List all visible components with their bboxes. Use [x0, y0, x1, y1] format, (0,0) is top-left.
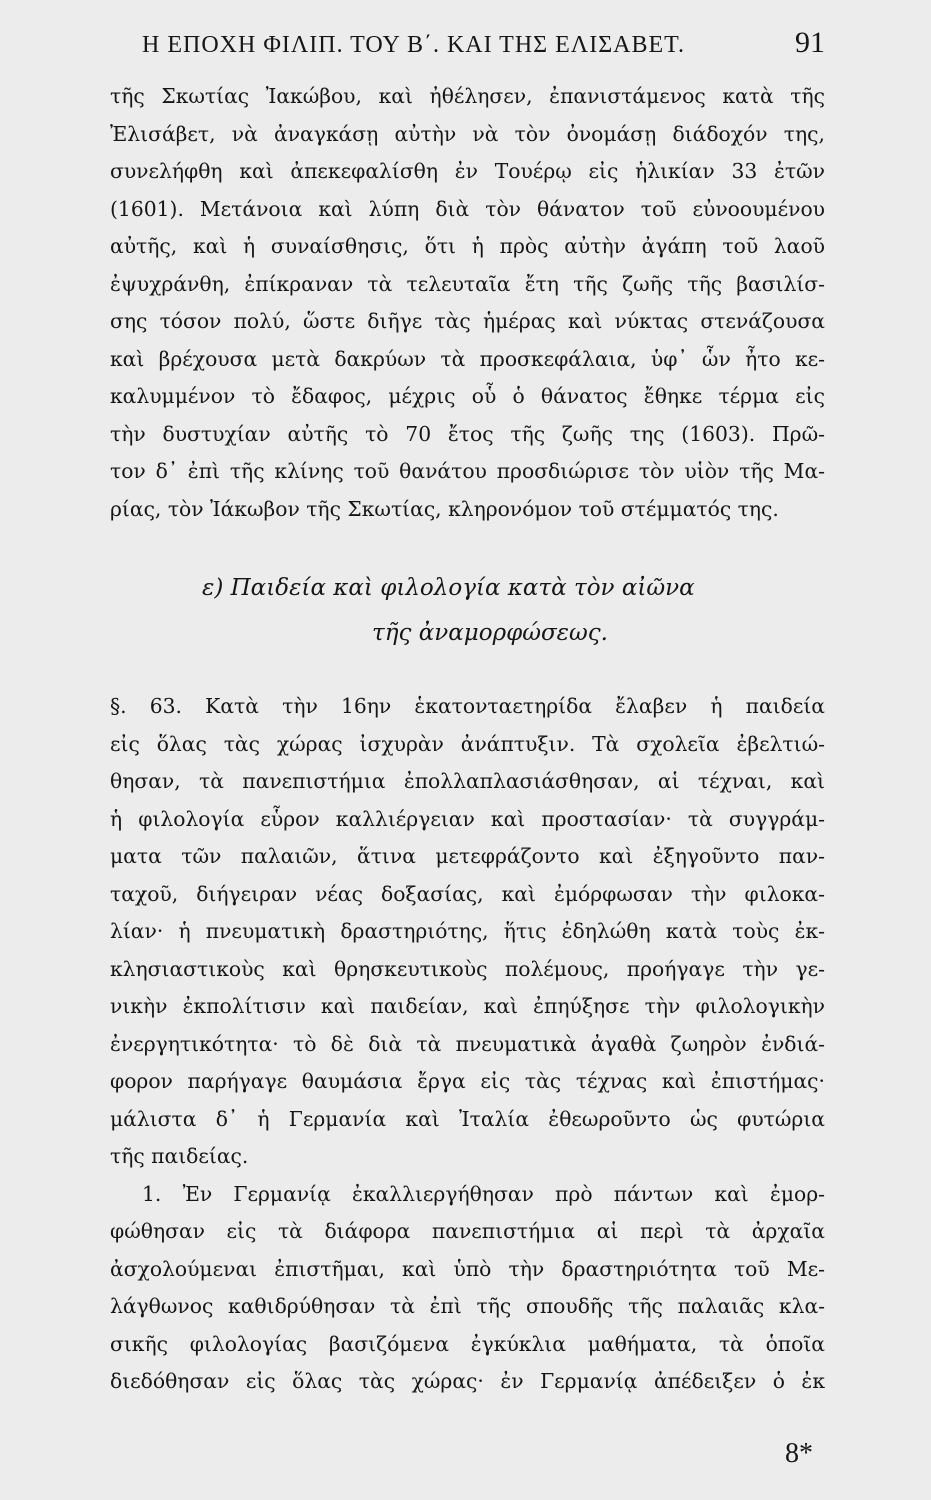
text-line: μάλιστα δ᾽ ἡ Γερμανία καὶ Ἰταλία ἐθεωροῦντο ὡς φυτώρια — [110, 1106, 825, 1131]
paragraph-1 — [110, 78, 825, 528]
text-line: καλυμμένον τὸ ἔδαφος, μέχρις οὗ ὁ θάνατος ἔθηκε τέρμα εἰς — [110, 384, 825, 408]
running-head: Η ΕΠΟΧΗ ΦΙΛΙΠ. ΤΟΥ Β΄. ΚΑΙ ΤΗΣ ΕΛΙΣΑΒΕΤ. — [142, 32, 686, 58]
text-line: ἐψυχράνθη, ἐπίκραναν τὰ τελευταῖα ἔτη τῆς ζωῆς τῆς βασιλίσ- — [110, 271, 825, 296]
text-line: ρίας, τὸν Ἰάκωβον τῆς Σκωτίας, κληρονόμον τοῦ στέμματός της. — [110, 496, 779, 521]
page-number: 91 — [795, 26, 825, 59]
text-line: διεδόθησαν εἰς ὅλας τὰς χώρας· ἐν Γερμανίᾳ ἀπέδειξεν ὁ ἐκ — [110, 1369, 825, 1393]
text-line: ταχοῦ, διήγειραν νέας δοξασίας, καὶ ἐμόρφωσαν τὴν φιλοκα- — [110, 881, 825, 906]
text-line: Ἐλισάβετ, νὰ ἀναγκάσῃ αὐτὴν νὰ τὸν ὀνομάσῃ διάδοχόν της, — [110, 121, 825, 146]
paragraph-2 — [110, 688, 825, 1401]
text-line: ἀσχολούμεναι ἐπιστῆμαι, καὶ ὑπὸ τὴν δραστηριότητα τοῦ Με- — [110, 1256, 825, 1281]
text-line: (1601). Μετάνοια καὶ λύπη διὰ τὸν θάνατον τοῦ εὐνοουμένου — [110, 196, 825, 221]
text-line: θησαν, τὰ πανεπιστήμια ἐπολλαπλασιάσθησαν, αἱ τέχναι, καὶ — [110, 769, 825, 793]
text-line: φορον παρήγαγε θαυμάσια ἔργα εἰς τὰς τέχνας καὶ ἐπιστήμας· — [110, 1069, 825, 1093]
text-line: §. 63. Κατὰ τὴν 16ην ἑκατονταετηρίδα ἔλαβεν ἡ παιδεία — [110, 694, 825, 718]
signature-mark: 8* — [785, 1438, 813, 1469]
text-line: ἡ φιλολογία εὗρον καλλιέργειαν καὶ προστασίαν· τὰ συγγράμ- — [110, 806, 825, 831]
text-line: ἐνεργητικότητα· τὸ δὲ διὰ τὰ πνευματικὰ ἀγαθὰ ζωηρὸν ἐνδιά- — [110, 1031, 825, 1056]
text-line: λάγθωνος καθιδρύθησαν τὰ ἐπὶ τῆς σπουδῆς τῆς παλαιᾶς κλα- — [110, 1294, 825, 1318]
text-line: κλησιαστικοὺς καὶ θρησκευτικοὺς πολέμους, προήγαγε τὴν γε- — [110, 956, 825, 981]
text-line: καὶ βρέχουσα μετὰ δακρύων τὰ προσκεφάλαια, ὑφ᾽ ὧν ἦτο κε- — [110, 346, 825, 371]
text-line: φώθησαν εἰς τὰ διάφορα πανεπιστήμια αἱ περὶ τὰ ἀρχαῖα — [110, 1219, 825, 1243]
section-title-line-1: ε) Παιδεία καὶ φιλολογία κατὰ τὸν αἰῶνα — [202, 575, 695, 601]
text-line: εἰς ὅλας τὰς χώρας ἰσχυρὰν ἀνάπτυξιν. Τὰ σχολεῖα ἐβελτιώ- — [110, 731, 825, 756]
text-line: συνελήφθη καὶ ἀπεκεφαλίσθη ἐν Τουέρῳ εἰς ἡλικίαν 33 ἐτῶν — [110, 159, 825, 183]
text-line: νικὴν ἐκπολίτισιν καὶ παιδείαν, καὶ ἐπηύξησε τὴν φιλολογικὴν — [110, 994, 825, 1018]
section-title-line-2: τῆς ἀναμορφώσεως. — [372, 620, 608, 646]
text-line: λίαν· ἡ πνευματικὴ δραστηριότης, ἥτις ἐδηλώθη κατὰ τοὺς ἐκ- — [110, 919, 825, 943]
text-line: σης τόσον πολύ, ὥστε διῆγε τὰς ἡμέρας καὶ νύκτας στενάζουσα — [110, 309, 825, 333]
text-line: τῆς παιδείας. — [110, 1144, 249, 1168]
text-line: τὴν δυστυχίαν αὐτῆς τὸ 70 ἔτος τῆς ζωῆς της (1603). Πρῶ- — [110, 421, 825, 446]
text-line: τον δ᾽ ἐπὶ τῆς κλίνης τοῦ θανάτου προσδιώρισε τὸν υἱὸν τῆς Μα- — [110, 459, 825, 483]
text-line: τῆς Σκωτίας Ἰακώβου, καὶ ἠθέλησεν, ἐπανιστάμενος κατὰ τῆς — [110, 84, 825, 108]
text-line: αὐτῆς, καὶ ἡ συναίσθησις, ὅτι ἡ πρὸς αὐτὴν ἀγάπη τοῦ λαοῦ — [110, 234, 825, 258]
text-line: 1. Ἐν Γερμανίᾳ ἐκαλλιεργήθησαν πρὸ πάντων καὶ ἐμορ- — [142, 1181, 825, 1206]
text-line: σικῆς φιλολογίας βασιζόμενα ἐγκύκλια μαθήματα, τὰ ὁποῖα — [110, 1331, 825, 1356]
page-header — [110, 26, 825, 66]
text-line: ματα τῶν παλαιῶν, ἅτινα μετεφράζοντο καὶ ἐξηγοῦντο παν- — [110, 844, 825, 868]
